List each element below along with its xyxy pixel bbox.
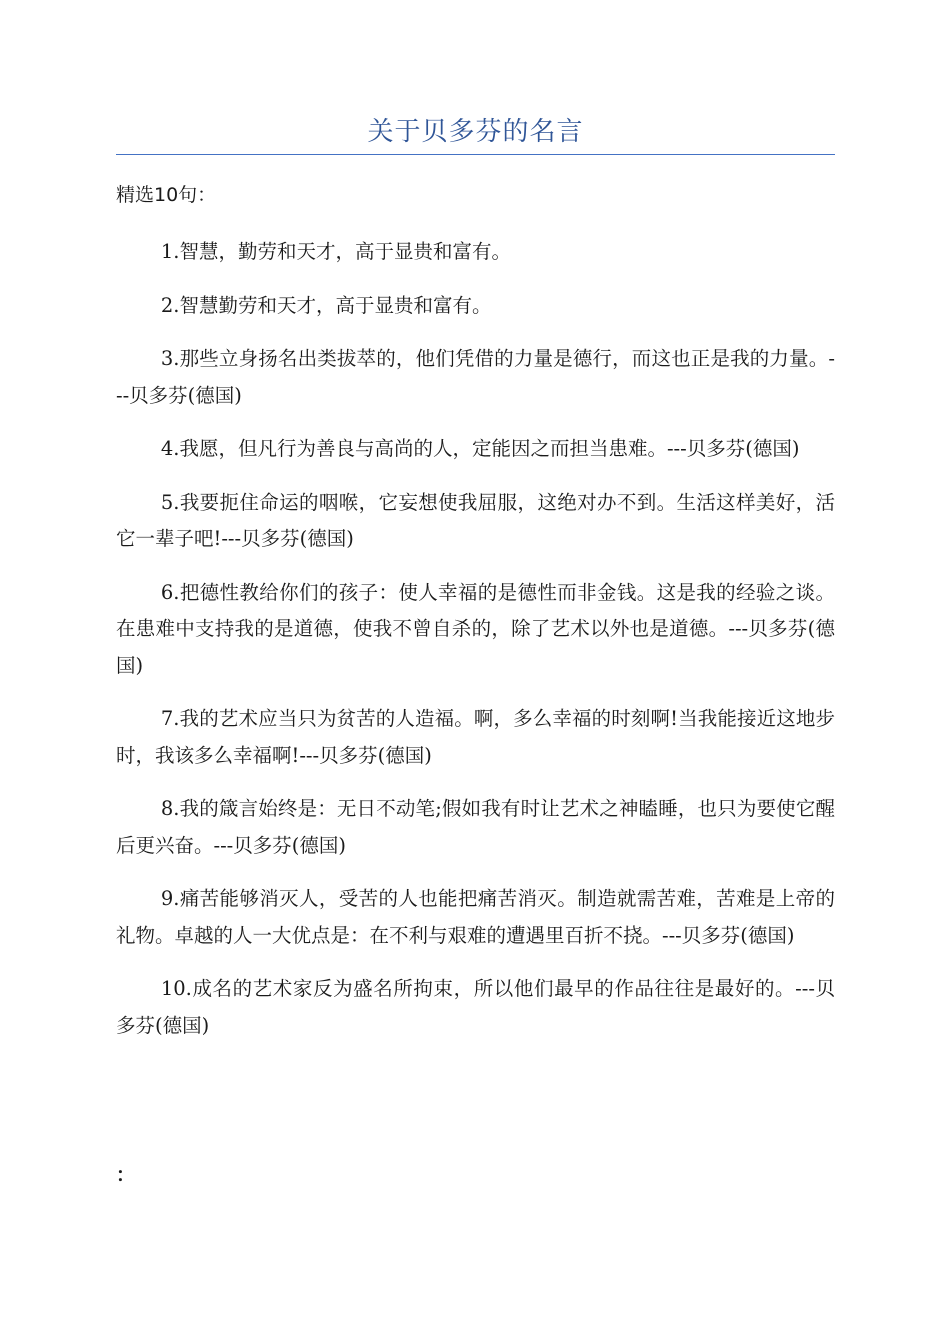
quote-item: 2.智慧勤劳和天才，高于显贵和富有。 — [160, 293, 492, 317]
quote-item: 4.我愿，但凡行为善良与高尚的人，定能因之而担当患难。---贝多芬(德国) — [160, 437, 800, 460]
quote-item: 7.我的艺术应当只为贫苦的人造福。啊，多么幸福的时刻啊!当我能接近这地步时，我该多么幸福啊!---贝多芬(德国) — [116, 707, 835, 767]
quote-item: 5.我要扼住命运的咽喉，它妄想使我屈服，这绝对办不到。生活这样美好，活它一辈子吧!---贝多芬(德国) — [116, 490, 835, 550]
quote-item: 9.痛苦能够消灭人，受苦的人也能把痛苦消灭。制造就需苦难，苦难是上帝的礼物。卓越的人一大优点是：在不利与艰难的遭遇里百折不挠。---贝多芬(德国) — [116, 887, 835, 947]
intro-text: 精选10句： — [116, 184, 217, 206]
quote-item: 6.把德性教给你们的孩子：使人幸福的是德性而非金钱。这是我的经验之谈。在患难中支持我的是道德，使我不曾自杀的，除了艺术以外也是道德。---贝多芬(德国) — [116, 580, 835, 677]
title-underline — [116, 154, 835, 155]
trailing-colon: ： — [116, 1164, 136, 1186]
document-title: 关于贝多芬的名言 — [367, 117, 584, 147]
quote-item: 8.我的箴言始终是：无日不动笔;假如我有时让艺术之神瞌睡，也只为要使它醒后更兴奋。---贝多芬(德国) — [116, 797, 835, 857]
quote-item: 10.成名的艺术家反为盛名所拘束，所以他们最早的作品往往是最好的。---贝多芬(德国) — [116, 977, 835, 1037]
quote-item: 1.智慧，勤劳和天才，高于显贵和富有。 — [160, 240, 511, 263]
quote-item: 3.那些立身扬名出类拔萃的，他们凭借的力量是德行，而这也正是我的力量。---贝多芬(德国) — [116, 347, 835, 407]
quote-list — [116, 234, 835, 1061]
